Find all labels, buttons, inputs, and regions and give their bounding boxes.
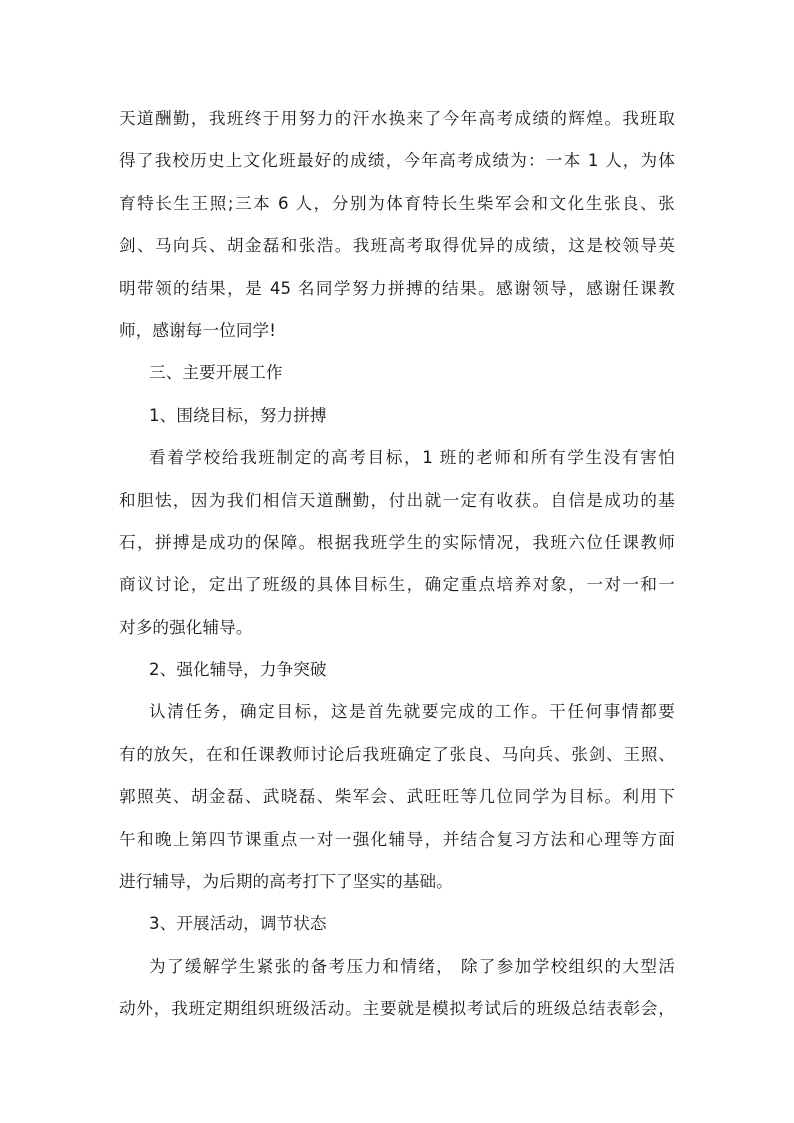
paragraph-line: 午和晚上第四节课重点一对一强化辅导，并结合复习方法和心理等方面 (119, 829, 675, 849)
paragraph-line: 育特长生王照;三本 6 人，分别为体育特长生柴军会和文化生张良、张 (119, 193, 675, 213)
subsection-heading: 2、强化辅导，力争突破 (149, 660, 327, 680)
paragraph-line: 认清任务，确定目标，这是首先就要完成的工作。干任何事情都要 (149, 702, 675, 722)
document-body (119, 98, 675, 1031)
paragraph-line: 动外，我班定期组织班级活动。主要就是模拟考试后的班级总结表彰会， (119, 999, 675, 1019)
paragraph-line: 明带领的结果，是 45 名同学努力拼搏的结果。感谢领导，感谢任课教 (119, 278, 675, 298)
paragraph-line: 石，拼搏是成功的保障。根据我班学生的实际情况，我班六位任课教师 (119, 532, 675, 552)
paragraph-line: 有的放矢，在和任课教师讨论后我班确定了张良、马向兵、张剑、王照、 (119, 744, 675, 764)
paragraph-line: 天道酬勤，我班终于用努力的汗水换来了今年高考成绩的辉煌。我班取 (119, 109, 675, 128)
paragraph-line: 进行辅导，为后期的高考打下了坚实的基础。 (119, 872, 453, 892)
paragraph-line: 为了缓解学生紧张的备考压力和情绪， 除了参加学校组织的大型活 (149, 956, 675, 976)
paragraph-line: 郭照英、胡金磊、武晓磊、柴军会、武旺旺等几位同学为目标。利用下 (119, 787, 675, 807)
section-heading: 三、主要开展工作 (149, 363, 283, 383)
paragraph-line: 对多的强化辅导。 (119, 617, 253, 637)
subsection-heading: 3、开展活动，调节状态 (149, 914, 327, 934)
subsection-heading: 1、围绕目标，努力拼搏 (149, 405, 327, 425)
paragraph-line: 得了我校历史上文化班最好的成绩，今年高考成绩为：一本 1 人，为体 (119, 151, 675, 171)
paragraph-line: 看着学校给我班制定的高考目标，1 班的老师和所有学生没有害怕 (149, 448, 675, 468)
paragraph-line: 和胆怯，因为我们相信天道酬勤，付出就一定有收获。自信是成功的基 (119, 490, 675, 510)
paragraph-line: 师，感谢每一位同学! (119, 320, 276, 340)
paragraph-line: 剑、马向兵、胡金磊和张浩。我班高考取得优异的成绩，这是校领导英 (119, 236, 675, 256)
paragraph-line: 商议讨论，定出了班级的具体目标生，确定重点培养对象，一对一和一 (119, 575, 675, 595)
